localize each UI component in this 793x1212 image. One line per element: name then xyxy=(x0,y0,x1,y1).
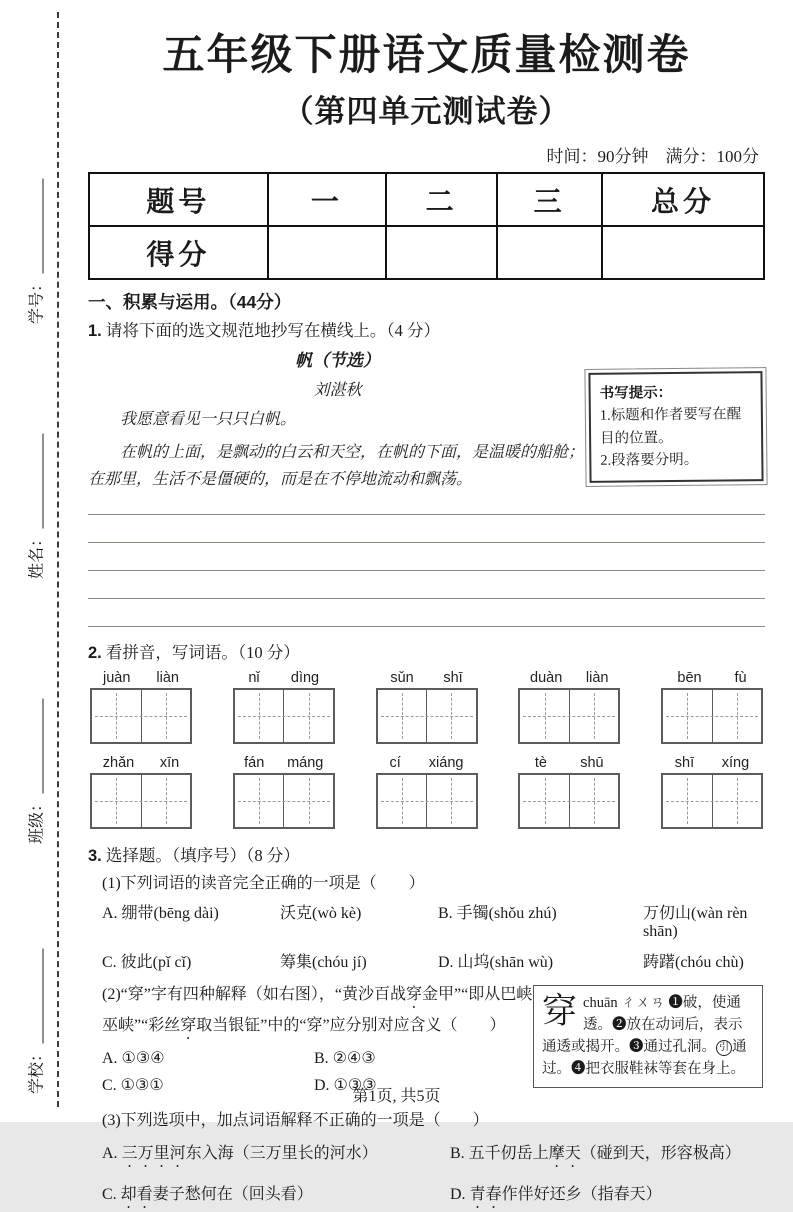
pinyin-syllable: nǐ xyxy=(248,669,260,686)
student-name-blank xyxy=(43,434,44,529)
class-blank xyxy=(43,699,44,794)
paper-title: 五年级下册语文质量检测卷 xyxy=(162,33,691,79)
dictionary-headword: 穿 xyxy=(542,991,578,1031)
poem-author: 刘湛秋 xyxy=(313,382,362,399)
poem-line-2: 在帆的上面，是飘动的白云和天空，在帆的下面，是温暖的船舱；在那里，生活不是僵硬的，而是在不停地流动和飘荡。 xyxy=(88,444,585,489)
pinyin-syllable: duàn xyxy=(530,669,563,686)
question-1-text: 请将下面的选文规范地抄写在横线上。（4 分） xyxy=(105,321,441,340)
pinyin-syllable: tè xyxy=(534,754,547,771)
pinyin-syllable: liàn xyxy=(156,669,179,686)
class-label: 班级： xyxy=(28,796,46,845)
question-1-number: 1. xyxy=(88,322,102,340)
pinyin-word-item xyxy=(233,755,335,829)
writing-line xyxy=(88,500,765,515)
tip-item-2: 2.段落要分明。 xyxy=(600,452,699,470)
pinyin-syllable: máng xyxy=(287,754,324,771)
score-table xyxy=(88,172,765,280)
writing-grid xyxy=(90,688,192,744)
pinyin-syllable: bēn xyxy=(677,669,702,686)
option-b-word2: 万仞山(wàn rèn shān) xyxy=(643,904,748,940)
question-3-number: 3. xyxy=(88,846,102,865)
question-3-2-block xyxy=(88,981,765,1095)
option-b: B. 手镯(shǒu zhú) xyxy=(438,904,557,922)
pinyin-word-item xyxy=(661,755,763,829)
score-header-part3: 三 xyxy=(497,173,602,226)
pinyin-word-item xyxy=(518,755,620,829)
tip-box-title: 书写提示： xyxy=(599,385,673,402)
school-blank xyxy=(43,949,44,1044)
option-a: A. 绷带(bēng dài) xyxy=(102,904,219,922)
student-name-field xyxy=(24,412,47,602)
class-field xyxy=(24,677,47,867)
writing-grid xyxy=(90,773,192,829)
option-d: D. 山坞(shān wù) xyxy=(438,953,554,971)
question-3-2-stem: (2)“穿”字有四种解释（如右图），“黄沙百战穿金甲”“即从巴峡巫峡”“彩丝穿取当银钲”中的“穿”应分别对应含义（ ） xyxy=(102,985,533,1034)
pinyin-word-item xyxy=(376,755,478,829)
pinyin-word-item xyxy=(661,670,763,744)
writing-grid xyxy=(376,773,478,829)
option-d-word2: 踌躇(chóu chù) xyxy=(643,953,744,971)
option-b: B. ②④③ xyxy=(314,1049,376,1067)
score-cell-total xyxy=(602,226,764,279)
pinyin-syllable: liàn xyxy=(585,669,609,686)
option-d: D. ①③③ xyxy=(314,1076,377,1094)
pinyin-syllable: shī xyxy=(674,754,695,771)
option-c: C. 彼此(pǐ cǐ) xyxy=(102,953,192,971)
writing-line xyxy=(88,515,765,543)
writing-grid xyxy=(661,688,763,744)
option-b: B. 五千仞岳上摩天（碰到天，形容极高） xyxy=(450,1145,741,1163)
score-cell-part2 xyxy=(386,226,497,279)
score-header-part1: 一 xyxy=(268,173,386,226)
pinyin-syllable: juàn xyxy=(103,669,131,686)
writing-line xyxy=(88,571,765,599)
handwriting-tip-box xyxy=(588,371,763,483)
question-1-stem xyxy=(88,317,765,341)
score-row-label: 得分 xyxy=(89,226,268,279)
question-3-3-stem: (3)下列选项中，加点词语解释不正确的一项是（ ） xyxy=(102,1111,489,1129)
pinyin-word-item xyxy=(518,670,620,744)
pinyin-word-item xyxy=(376,670,478,744)
writing-grid xyxy=(233,688,335,744)
pinyin-row-2 xyxy=(88,755,765,829)
question-3-1-stem: (1)下列词语的读音完全正确的一项是（ ） xyxy=(102,874,425,892)
pinyin-syllable: xiáng xyxy=(428,754,464,771)
writing-grid xyxy=(376,688,478,744)
student-id-blank xyxy=(43,179,44,274)
paper-subtitle: （第四单元测试卷） xyxy=(282,94,571,129)
pinyin-syllable: xīn xyxy=(159,754,180,771)
pinyin-syllable: sǔn xyxy=(390,669,414,686)
score-cell-part1 xyxy=(268,226,386,279)
page-footer: 第1页, 共5页 xyxy=(352,1088,441,1105)
option-a: A. 三万里河东入海（三万里长的河水） xyxy=(102,1145,378,1163)
pinyin-row-1 xyxy=(88,670,765,744)
dictionary-definitions: chuān ㄔㄨㄢ ❶破，使通透。❷放在动词后，表示通透或揭开。❸通过孔洞。 引 通过。❹把衣服鞋袜等套在身上。 xyxy=(542,994,747,1078)
score-header-part2: 二 xyxy=(386,173,497,226)
seal-dashed-line xyxy=(57,12,59,1107)
question-2-stem xyxy=(88,639,765,663)
pinyin-syllable: fù xyxy=(734,669,747,686)
student-id-label: 学号： xyxy=(28,276,46,325)
pinyin-syllable: xíng xyxy=(721,754,750,771)
pinyin-word-item xyxy=(90,670,192,744)
exam-time-score-meta: 时间：90分钟 满分：100分 xyxy=(546,147,759,166)
section-one-heading: 一、积累与运用。（44分） xyxy=(88,292,292,312)
writing-grid xyxy=(233,773,335,829)
option-d: D. 青春作伴好还乡（指春天） xyxy=(450,1186,662,1204)
question-3-text: 选择题。（填序号）（8 分） xyxy=(105,845,300,865)
writing-line xyxy=(88,599,765,627)
writing-grid xyxy=(518,688,620,744)
question-3-1-options xyxy=(102,900,765,972)
score-header-question: 题号 xyxy=(89,173,268,226)
pinyin-word-item xyxy=(90,755,192,829)
score-header-total: 总分 xyxy=(602,173,764,226)
pinyin-syllable: cí xyxy=(389,754,401,771)
option-c: C. ①③① xyxy=(102,1076,164,1094)
writing-line xyxy=(88,543,765,571)
poem-line-1: 我愿意看见一只只白帆。 xyxy=(120,411,297,428)
writing-grid xyxy=(518,773,620,829)
question-2-number: 2. xyxy=(88,643,102,662)
school-label: 学校： xyxy=(28,1046,46,1095)
poem-title: 帆（节选） xyxy=(295,351,380,370)
score-cell-part3 xyxy=(497,226,602,279)
tip-item-1: 1.标题和作者要写在醒目的位置。 xyxy=(599,406,742,447)
option-c: C. 却看妻子愁何在（回头看） xyxy=(102,1186,313,1204)
writing-grid xyxy=(661,773,763,829)
student-name-label: 姓名： xyxy=(28,531,46,580)
pinyin-syllable: shī xyxy=(443,669,463,686)
question-3-stem xyxy=(88,842,765,866)
question-3-3-options xyxy=(102,1140,765,1212)
option-c-word2: 筹集(chóu jí) xyxy=(280,953,367,971)
option-a-word2: 沃克(wò kè) xyxy=(280,904,362,922)
question-2-text: 看拼音，写词语。（10 分） xyxy=(105,642,300,662)
option-a: A. ①③④ xyxy=(102,1049,165,1067)
dictionary-note-box xyxy=(533,985,763,1088)
copy-writing-area xyxy=(88,500,765,627)
pinyin-syllable: shū xyxy=(580,754,604,771)
pinyin-syllable: fán xyxy=(244,754,265,771)
student-id-field xyxy=(24,157,47,347)
pinyin-syllable: zhǎn xyxy=(102,754,135,771)
pinyin-syllable: dìng xyxy=(290,669,320,686)
pinyin-word-item xyxy=(233,670,335,744)
